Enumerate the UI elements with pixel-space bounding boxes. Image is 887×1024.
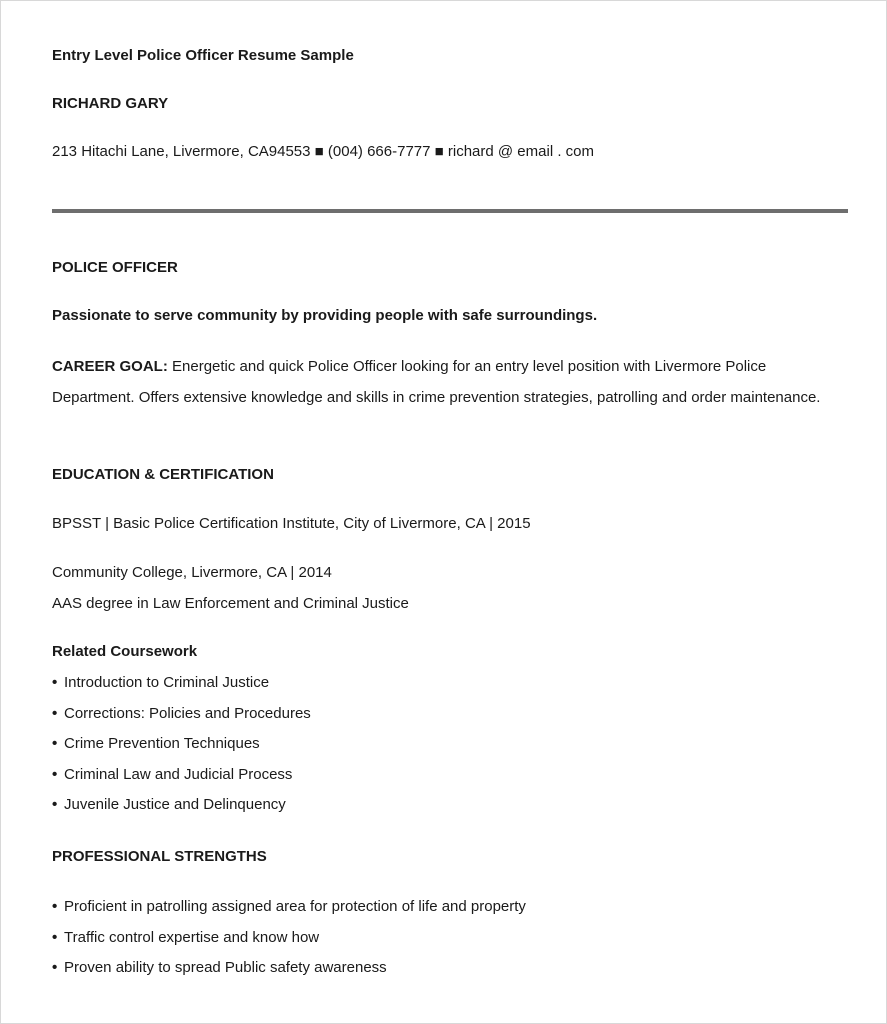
contact-separator: ■ — [314, 143, 324, 160]
document-title: Entry Level Police Officer Resume Sample — [52, 47, 354, 64]
list-item — [52, 923, 526, 954]
list-item-text: Proficient in patrolling assigned area for protection of life and property — [64, 898, 526, 915]
tagline: Passionate to serve community by providing people with safe surroundings. — [52, 307, 598, 324]
list-item-text: Crime Prevention Techniques — [64, 735, 260, 752]
headline: POLICE OFFICER — [52, 259, 178, 276]
education-entry-1: BPSST | Basic Police Certification Institute, City of Livermore, CA | 2015 — [52, 515, 531, 532]
list-item — [52, 790, 311, 821]
candidate-name: RICHARD GARY — [52, 95, 169, 112]
horizontal-divider — [52, 209, 848, 213]
contact-phone: (004) 666-7777 — [327, 143, 431, 160]
career-goal-label: CAREER GOAL: — [52, 358, 168, 375]
bullet: • — [52, 959, 58, 976]
education-entry-2: Community College, Livermore, CA | 2014 — [52, 564, 332, 581]
career-goal-text: Energetic and quick Police Officer looking for an entry level position with Livermore Police Department. Offers extensive knowledge and skills in crime prevention strategies, patrolling and order maintenance. — [52, 358, 821, 406]
list-item — [52, 729, 311, 760]
bullet: • — [52, 704, 58, 722]
bullet: • — [52, 928, 58, 946]
bullet: • — [52, 674, 58, 691]
coursework-list — [52, 668, 311, 821]
list-item — [52, 892, 526, 923]
contact-line — [52, 143, 594, 160]
education-entry-2-degree: AAS degree in Law Enforcement and Criminal Justice — [52, 595, 409, 612]
bullet: • — [52, 765, 58, 783]
list-item-text: Criminal Law and Judicial Process — [64, 765, 293, 783]
coursework-heading: Related Coursework — [52, 643, 198, 660]
bullet: • — [52, 735, 58, 752]
list-item-text: Juvenile Justice and Delinquency — [64, 796, 286, 813]
contact-email: richard @ email . com — [447, 143, 594, 160]
bullet: • — [52, 898, 58, 915]
list-item — [52, 760, 311, 791]
education-heading: EDUCATION & CERTIFICATION — [52, 466, 274, 483]
strengths-list — [52, 892, 526, 984]
career-goal-paragraph — [52, 351, 852, 413]
contact-separator: ■ — [434, 143, 444, 160]
contact-address: 213 Hitachi Lane, Livermore, CA94553 — [52, 143, 311, 160]
bullet: • — [52, 796, 58, 813]
strengths-heading: PROFESSIONAL STRENGTHS — [52, 848, 267, 865]
list-item-text: Traffic control expertise and know how — [64, 928, 320, 946]
list-item — [52, 953, 526, 984]
list-item-text: Corrections: Policies and Procedures — [64, 704, 311, 722]
list-item — [52, 699, 311, 730]
list-item — [52, 668, 311, 699]
list-item-text: Proven ability to spread Public safety awareness — [64, 959, 387, 976]
list-item-text: Introduction to Criminal Justice — [64, 674, 270, 691]
